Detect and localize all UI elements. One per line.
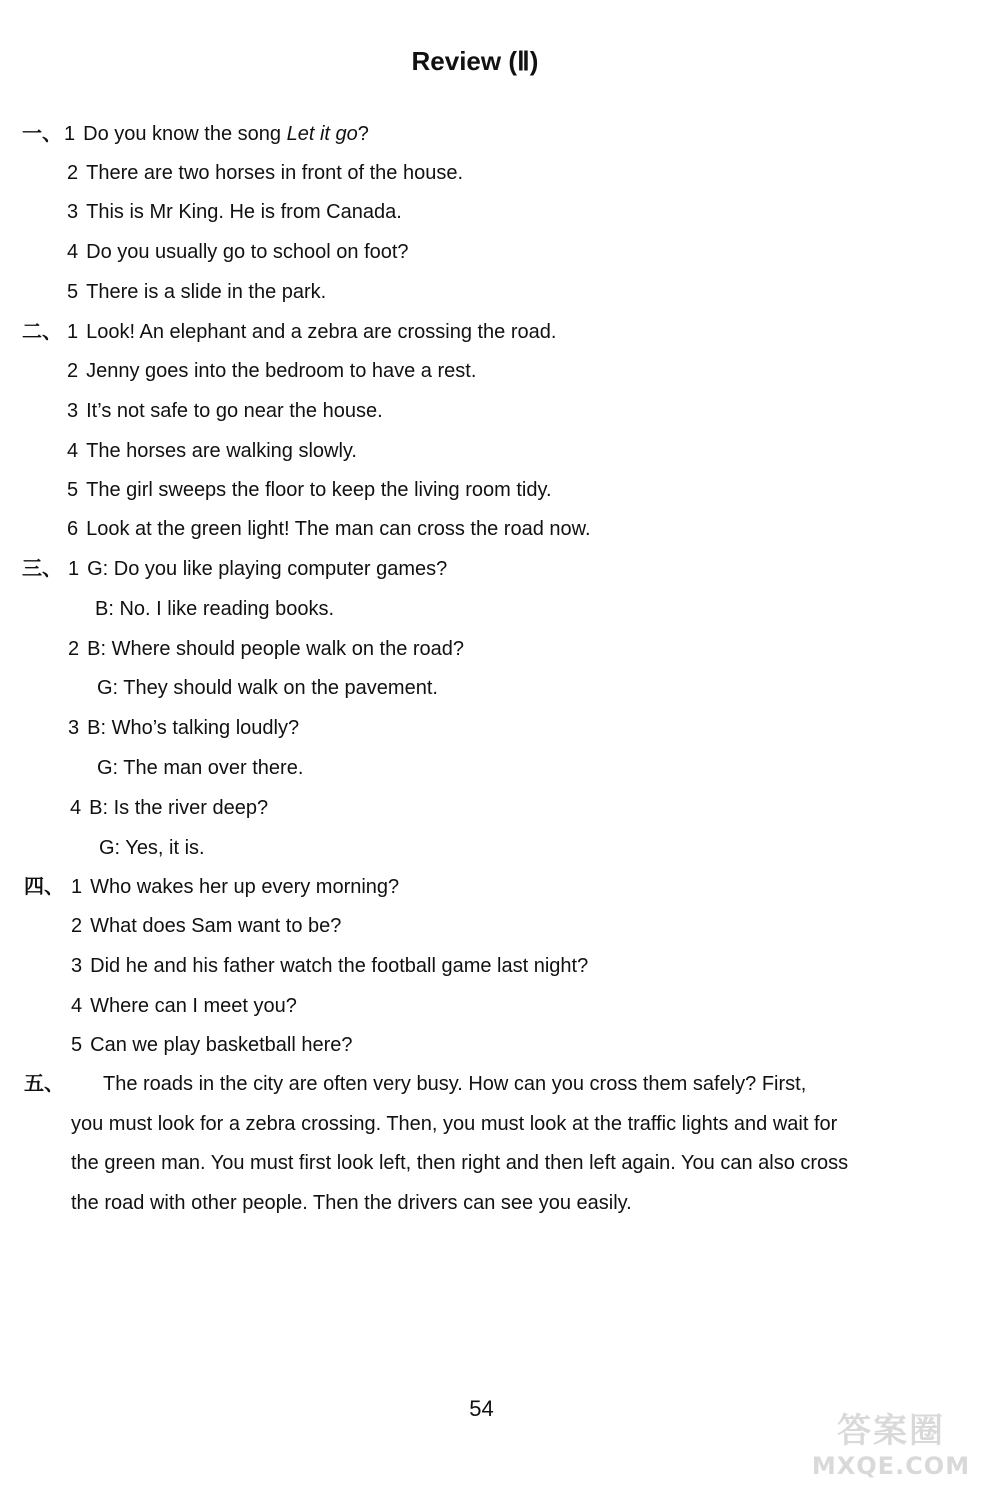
- answer-line: [71, 1033, 353, 1057]
- item-number: 1: [71, 876, 83, 898]
- dialogue-question: G: Do you like playing computer games?: [87, 558, 448, 580]
- item-number: 5: [67, 479, 79, 501]
- item-text: The horses are walking slowly.: [86, 440, 357, 462]
- page-title: Review (Ⅱ): [411, 46, 539, 76]
- item-text: Do you usually go to school on foot?: [86, 241, 409, 263]
- dialogue-line: [68, 637, 464, 661]
- item-text: Can we play basketball here?: [90, 1034, 353, 1056]
- item-number: 2: [71, 915, 83, 937]
- dialogue-reply: G: Yes, it is.: [99, 837, 205, 859]
- section-marker-4: 四、: [24, 876, 64, 898]
- item-number: 4: [70, 797, 82, 819]
- paragraph-line: you must look for a zebra crossing. Then, you must look at the traffic lights and wait for: [71, 1113, 838, 1135]
- answer-line: [67, 240, 409, 264]
- answer-line: [67, 320, 556, 344]
- dialogue-reply: G: The man over there.: [97, 757, 304, 779]
- item-number: 1: [68, 558, 80, 580]
- answer-line: [67, 200, 402, 224]
- dialogue-question: B: Who’s talking loudly?: [87, 717, 300, 739]
- answer-line: [67, 359, 476, 383]
- answer-line: [64, 122, 369, 146]
- paragraph-line: The roads in the city are often very busy. How can you cross them safely? First,: [103, 1073, 807, 1095]
- answer-line: [67, 161, 463, 185]
- section-marker-3: 三、: [22, 558, 62, 580]
- dialogue-question: B: Is the river deep?: [89, 797, 269, 819]
- item-number: 3: [67, 201, 79, 223]
- section-marker-1: 一、: [22, 123, 62, 145]
- answer-line: [67, 399, 383, 423]
- item-text: The girl sweeps the floor to keep the living room tidy.: [86, 479, 552, 501]
- answer-line: [71, 994, 297, 1018]
- answer-line: [71, 954, 588, 978]
- item-text: There are two horses in front of the house.: [86, 162, 463, 184]
- item-number: 5: [71, 1034, 83, 1056]
- item-number: 3: [68, 717, 80, 739]
- dialogue-reply: G: They should walk on the pavement.: [97, 677, 438, 699]
- item-text: Do you know the song: [83, 123, 287, 145]
- item-text-end: ?: [357, 123, 369, 145]
- item-number: 3: [71, 955, 83, 977]
- dialogue-question: B: Where should people walk on the road?: [87, 638, 465, 660]
- dialogue-line: [68, 716, 299, 740]
- item-number: 4: [67, 241, 79, 263]
- item-number: 4: [67, 440, 79, 462]
- item-text: It’s not safe to go near the house.: [86, 400, 383, 422]
- item-text: There is a slide in the park.: [86, 281, 327, 303]
- item-number: 1: [64, 123, 76, 145]
- page-number: 54: [469, 1396, 494, 1421]
- section-marker-5: 五、: [24, 1073, 64, 1095]
- paragraph-line: the road with other people. Then the drivers can see you easily.: [71, 1192, 632, 1214]
- item-number: 2: [67, 162, 79, 184]
- watermark-bottom: MXQE.COM: [811, 1452, 971, 1480]
- watermark-top: 答案圈: [837, 1411, 945, 1451]
- item-text: Did he and his father watch the football game last night?: [90, 955, 589, 977]
- song-title: Let it go: [286, 123, 358, 145]
- paragraph-line: the green man. You must first look left, then right and then left again. You can also cross: [71, 1152, 849, 1174]
- dialogue-line: [68, 557, 447, 581]
- item-text: Look at the green light! The man can cross the road now.: [86, 518, 591, 540]
- answer-line: [71, 914, 341, 938]
- item-text: Where can I meet you?: [90, 995, 297, 1017]
- item-number: 5: [67, 281, 79, 303]
- item-number: 4: [71, 995, 83, 1017]
- item-text: Look! An elephant and a zebra are crossing the road.: [86, 321, 557, 343]
- answer-line: [67, 517, 591, 541]
- item-text: What does Sam want to be?: [90, 915, 342, 937]
- answer-line: [71, 875, 399, 899]
- dialogue-reply: B: No. I like reading books.: [95, 598, 335, 620]
- item-number: 3: [67, 400, 79, 422]
- item-text: Who wakes her up every morning?: [90, 876, 400, 898]
- section-marker-2: 二、: [22, 321, 62, 343]
- item-number: 6: [67, 518, 79, 540]
- item-text: Jenny goes into the bedroom to have a rest.: [86, 360, 477, 382]
- item-number: 2: [68, 638, 80, 660]
- answer-line: [67, 478, 552, 502]
- dialogue-line: [70, 796, 268, 820]
- item-number: 1: [67, 321, 79, 343]
- answer-line: [67, 280, 326, 304]
- watermark-logo: [796, 1403, 986, 1480]
- item-number: 2: [67, 360, 79, 382]
- answer-line: [67, 439, 357, 463]
- item-text: This is Mr King. He is from Canada.: [86, 201, 402, 223]
